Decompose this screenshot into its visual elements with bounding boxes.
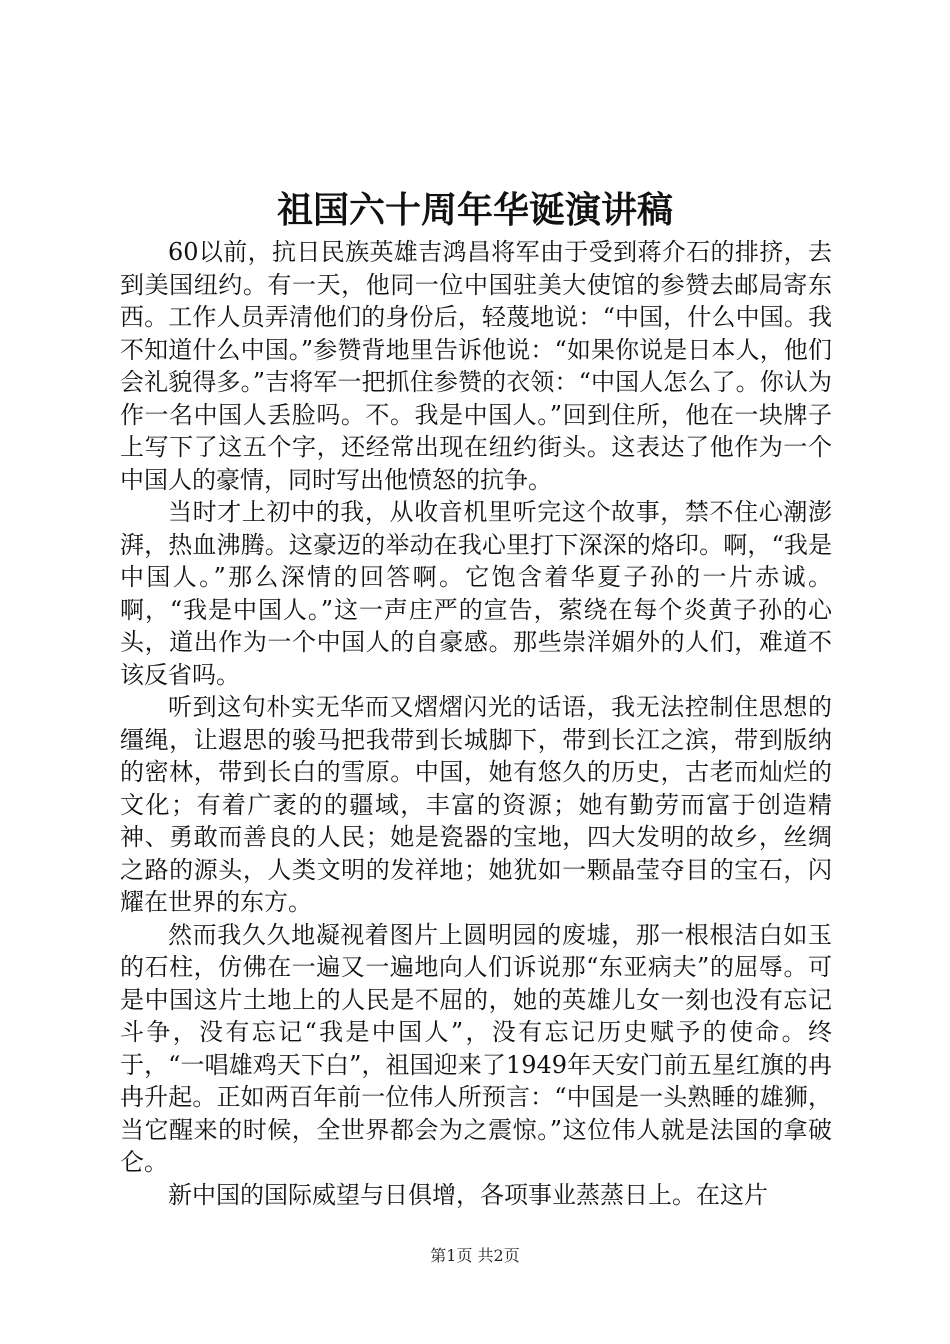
paragraph-5: 新中国的国际威望与日俱增，各项事业蒸蒸日上。在这片 (168, 1180, 768, 1209)
paragraph-4: 然而我久久地凝视着图片上圆明园的废墟，那一根根洁白如玉的石柱，仿佛在一遍又一遍地向人们诉说那“东亚病夫”的屈辱。可是中国这片土地上的人民是不屈的，她的英雄儿女一刻也没有忘记斗争，没有忘记“我是中国人”，没有忘记历史赋予的使命。终于，“一唱雄鸡天下白”，祖国迎来了1949年天安门前五星红旗的冉冉升起。正如两百年前一位伟人所预言：“中国是一头熟睡的雄狮，当它醒来的时候，全世界都会为之震惊。”这位伟人就是法国的拿破仑。 (120, 920, 832, 1176)
paragraph-3: 听到这句朴实无华而又熠熠闪光的话语，我无法控制住思想的缰绳，让遐思的骏马把我带到长城脚下，带到长江之滨，带到版纳的密林，带到长白的雪原。中国，她有悠久的历史，古老而灿烂的文化；有着广袤的的疆域，丰富的资源；她有勤劳而富于创造精神、勇敢而善良的人民；她是瓷器的宝地，四大发明的故乡，丝绸之路的源头，人类文明的发祥地；她犹如一颗晶莹夺目的宝石，闪耀在世界的东方。 (120, 693, 832, 916)
document-title: 祖国六十周年华诞演讲稿 (276, 189, 673, 231)
page-number-footer: 第1页 共2页 (430, 1246, 520, 1265)
paragraph-2: 当时才上初中的我，从收音机里听完这个故事，禁不住心潮澎湃，热血沸腾。这豪迈的举动在我心里打下深深的烙印。啊，“我是中国人。”那么深情的回答啊。它饱含着华夏子孙的一片赤诚。啊，“我是中国人。”这一声庄严的宣告，萦绕在每个炎黄子孙的心头，道出作为一个中国人的自豪感。那些崇洋媚外的人们，难道不该反省吗。 (120, 498, 832, 689)
paragraph-1: 60以前，抗日民族英雄吉鸿昌将军由于受到蒋介石的排挤，去到美国纽约。有一天，他同一位中国驻美大使馆的参赞去邮局寄东西。工作人员弄清他们的身份后，轻蔑地说：“中国，什么中国。我不知道什么中国。”参赞背地里告诉他说：“如果你说是日本人，他们会礼貌得多。”吉将军一把抓住参赞的衣领：“中国人怎么了。你认为作一名中国人丢脸吗。不。我是中国人。”回到住所，他在一块牌子上写下了这五个字，还经常出现在纽约街头。这表达了他作为一个中国人的豪情，同时写出他愤怒的抗争。 (120, 238, 832, 494)
document-body (120, 236, 832, 1211)
